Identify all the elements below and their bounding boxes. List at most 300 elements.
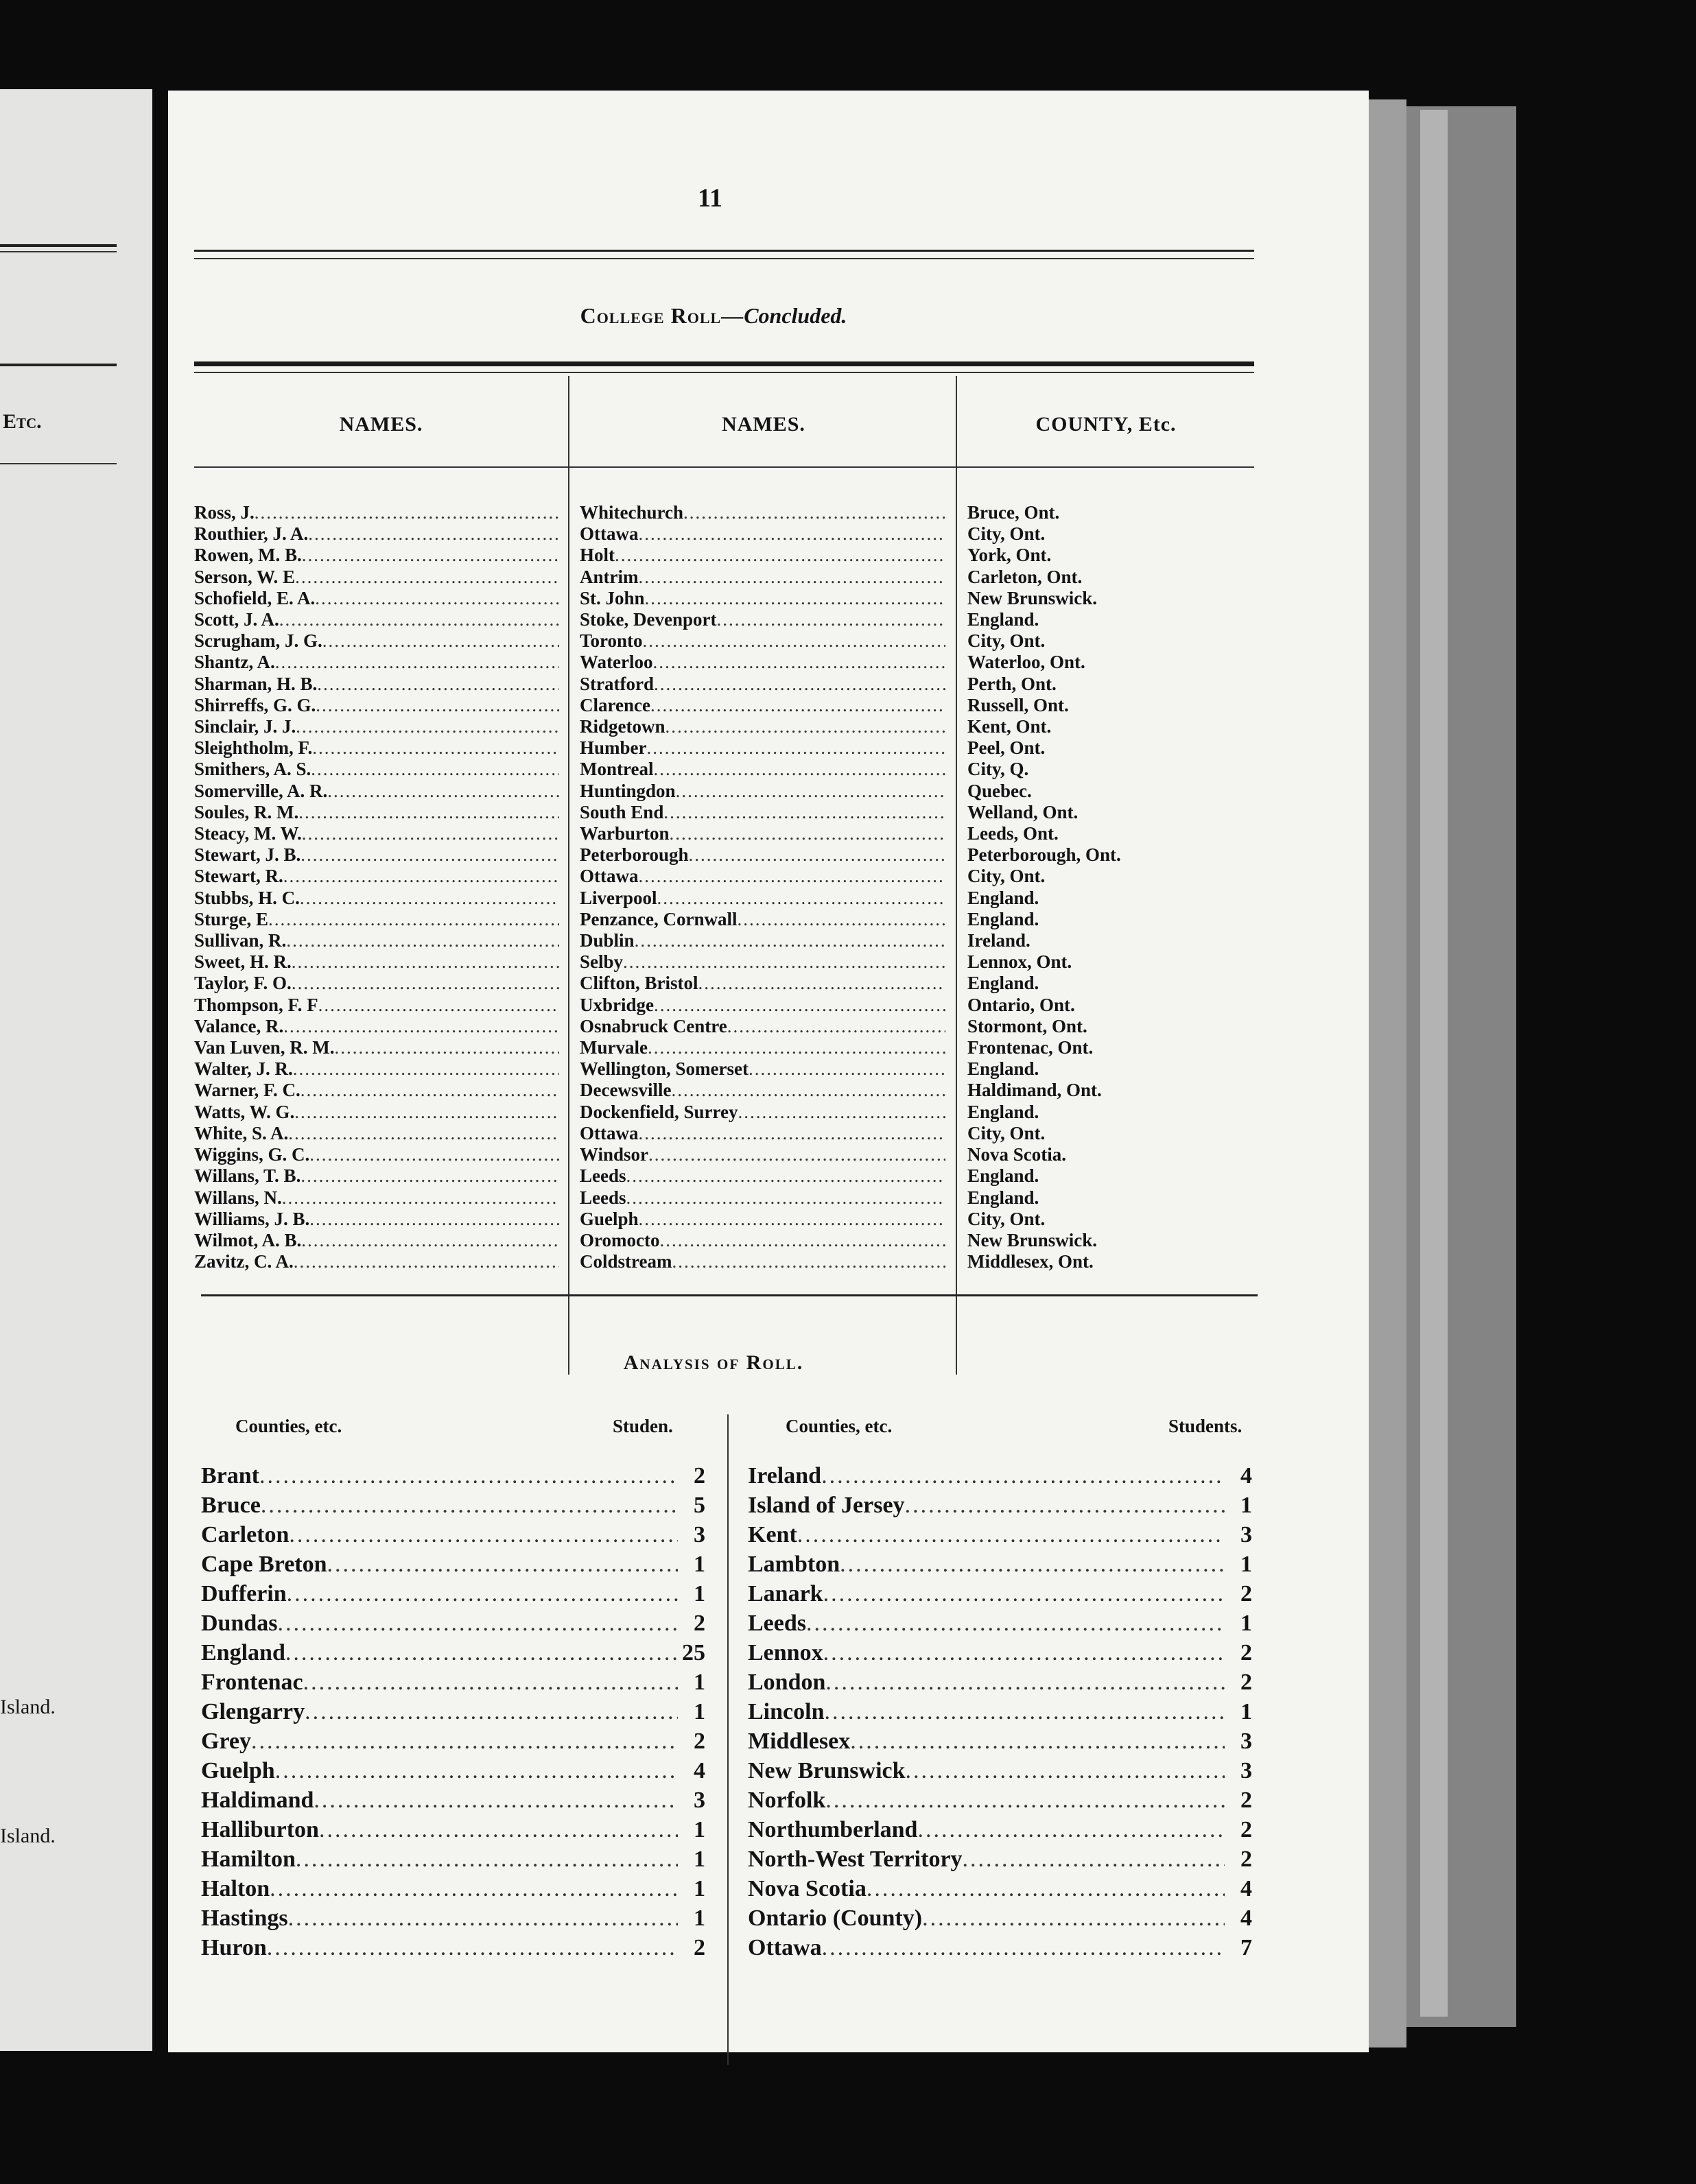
- roll-place: [580, 652, 945, 673]
- roll-name: [194, 674, 559, 695]
- leader-dots: [305, 1697, 678, 1726]
- roll-place-text: Warburton: [580, 823, 670, 844]
- roll-name: [194, 502, 559, 523]
- analysis-row: [748, 1903, 1252, 1933]
- roll-place: [580, 502, 945, 523]
- leader-dots: [288, 1123, 559, 1144]
- roll-title-italic: Concluded.: [744, 303, 847, 328]
- roll-name: [194, 1102, 559, 1123]
- analysis-county: Haldimand: [201, 1788, 314, 1813]
- leader-dots: [638, 523, 945, 545]
- roll-place-text: Dublin: [580, 930, 635, 951]
- leader-dots: [301, 1165, 559, 1187]
- roll-county: [967, 1037, 1256, 1058]
- roll-place: [580, 1058, 945, 1080]
- roll-place: [580, 1209, 945, 1230]
- leader-dots: [650, 695, 945, 716]
- roll-county: [967, 716, 1256, 737]
- roll-place: [580, 695, 945, 716]
- analysis-count: 2: [694, 1611, 705, 1636]
- roll-place-text: Ottawa: [580, 866, 639, 887]
- roll-county-text: Russell, Ont.: [967, 694, 1069, 715]
- roll-county: [967, 995, 1256, 1016]
- roll-place: [580, 630, 945, 652]
- roll-name-text: Sharman, H. B.: [194, 673, 318, 694]
- roll-county-text: Kent, Ont.: [967, 716, 1052, 737]
- analysis-count: 1: [694, 1581, 705, 1606]
- roll-county: [967, 652, 1256, 673]
- left-page-rule: [0, 364, 117, 366]
- analysis-county: Lambton: [748, 1552, 840, 1577]
- roll-county-text: Carleton, Ont.: [967, 566, 1083, 587]
- leader-dots: [821, 1461, 1225, 1491]
- analysis-row: [748, 1520, 1252, 1550]
- leader-dots: [823, 1579, 1225, 1609]
- roll-name: [194, 1058, 559, 1080]
- document-page: [168, 91, 1369, 2052]
- roll-place-text: Selby: [580, 951, 624, 973]
- analysis-row: [748, 1726, 1252, 1756]
- analysis-row: [748, 1667, 1252, 1697]
- roll-name: [194, 588, 559, 609]
- table-top-rule: [194, 372, 1254, 373]
- roll-name-text: Sturge, E: [194, 908, 268, 929]
- roll-name: [194, 1016, 559, 1037]
- analysis-count: 2: [1240, 1847, 1252, 1872]
- roll-place-text: Leeds: [580, 1187, 626, 1208]
- roll-name: [194, 973, 559, 994]
- column-header-names: NAMES.: [722, 413, 805, 436]
- leader-dots: [652, 652, 945, 673]
- leader-dots: [638, 866, 945, 887]
- roll-county: [967, 866, 1256, 887]
- left-page-island-label: Island.: [0, 1696, 56, 1718]
- roll-place: [580, 802, 945, 823]
- roll-county: [967, 523, 1256, 545]
- analysis-row: [201, 1697, 705, 1726]
- analysis-county: Carleton: [201, 1522, 290, 1547]
- roll-place: [580, 1016, 945, 1037]
- leader-dots: [296, 1844, 678, 1874]
- leader-dots: [261, 1491, 678, 1520]
- leader-dots: [659, 1230, 945, 1251]
- roll-place-text: Huntingdon: [580, 780, 676, 801]
- roll-name: [194, 567, 559, 588]
- leader-dots: [825, 1667, 1225, 1697]
- roll-place-text: Wellington, Somerset: [580, 1058, 749, 1080]
- analysis-county: Leeds: [748, 1611, 806, 1636]
- leader-dots: [672, 1251, 946, 1272]
- analysis-row: [748, 1491, 1252, 1520]
- analysis-count: 7: [1240, 1935, 1252, 1960]
- analysis-divider: [727, 1414, 729, 2065]
- roll-county: [967, 781, 1256, 802]
- leader-dots: [623, 951, 945, 973]
- roll-county-text: Stormont, Ont.: [967, 1015, 1087, 1036]
- roll-county-text: England.: [967, 973, 1039, 994]
- roll-place: [580, 1187, 945, 1209]
- analysis-count: 1: [1240, 1493, 1252, 1518]
- leader-dots: [917, 1815, 1225, 1844]
- roll-name-text: Van Luven, R. M.: [194, 1037, 335, 1058]
- leader-dots: [654, 995, 945, 1016]
- left-facing-page: [0, 89, 152, 2051]
- analysis-row: [748, 1933, 1252, 1962]
- roll-place-text: Liverpool: [580, 887, 657, 908]
- roll-counties-column: [967, 502, 1256, 1272]
- leader-dots: [727, 1016, 945, 1037]
- leader-dots: [963, 1844, 1225, 1874]
- analysis-county: Northumberland: [748, 1817, 918, 1842]
- analysis-count: 3: [694, 1788, 705, 1813]
- leader-dots: [840, 1550, 1225, 1579]
- leader-dots: [270, 1874, 678, 1903]
- analysis-county: Cape Breton: [201, 1552, 327, 1577]
- roll-county-text: England.: [967, 609, 1039, 630]
- leader-dots: [289, 1520, 678, 1550]
- roll-place-text: Coldstream: [580, 1251, 672, 1272]
- roll-place-text: Ridgetown: [580, 716, 666, 737]
- leader-dots: [626, 1165, 946, 1187]
- roll-name-text: Scrugham, J. G.: [194, 630, 322, 652]
- analysis-row: [201, 1461, 705, 1491]
- analysis-right-column: [748, 1461, 1252, 1962]
- leader-dots: [676, 781, 945, 802]
- roll-place: [580, 930, 945, 951]
- leader-dots: [275, 1756, 678, 1785]
- roll-title-main: College Roll—: [580, 303, 744, 328]
- roll-county: [967, 823, 1256, 844]
- page-edges: [1420, 110, 1448, 2017]
- leader-dots: [267, 1933, 678, 1962]
- leader-dots: [688, 844, 945, 866]
- left-page-island-label: Island.: [0, 1825, 56, 1847]
- roll-county: [967, 1251, 1256, 1272]
- roll-place: [580, 781, 945, 802]
- leader-dots: [327, 1550, 678, 1579]
- analysis-county: Hamilton: [201, 1847, 296, 1872]
- roll-place-text: Oromocto: [580, 1229, 660, 1250]
- leader-dots: [657, 888, 946, 909]
- leader-dots: [314, 1785, 678, 1815]
- leader-dots: [302, 545, 559, 566]
- leader-dots: [294, 1102, 559, 1123]
- analysis-count: 1: [1240, 1699, 1252, 1724]
- roll-title: [168, 303, 1259, 329]
- roll-name: [194, 609, 559, 630]
- analysis-row: [748, 1609, 1252, 1638]
- leader-dots: [639, 1209, 945, 1230]
- roll-place: [580, 545, 945, 566]
- roll-county: [967, 674, 1256, 695]
- leader-dots: [737, 909, 945, 930]
- roll-county-text: New Brunswick.: [967, 1229, 1098, 1250]
- roll-place: [580, 973, 945, 994]
- roll-name: [194, 844, 559, 866]
- roll-name-text: White, S. A.: [194, 1122, 289, 1143]
- roll-place: [580, 995, 945, 1016]
- roll-name-text: Sweet, H. R.: [194, 951, 292, 973]
- roll-name-text: Smithers, A. S.: [194, 759, 311, 780]
- roll-name: [194, 930, 559, 951]
- leader-dots: [298, 802, 559, 823]
- analysis-county: Ottawa: [748, 1935, 822, 1960]
- analysis-row: [201, 1579, 705, 1609]
- analysis-county: London: [748, 1670, 826, 1695]
- roll-place: [580, 823, 945, 844]
- leader-dots: [671, 1080, 945, 1101]
- roll-county-text: City, Ont.: [967, 866, 1046, 887]
- roll-place-text: Holt: [580, 545, 615, 566]
- analysis-count: 3: [1240, 1522, 1252, 1547]
- roll-place-text: Ottawa: [580, 1122, 639, 1143]
- roll-place: [580, 1123, 945, 1144]
- roll-place: [580, 716, 945, 737]
- analysis-county: Bruce: [201, 1493, 261, 1518]
- roll-place: [580, 567, 945, 588]
- roll-place-text: Stratford: [580, 673, 654, 694]
- roll-county: [967, 609, 1256, 630]
- leader-dots: [278, 1609, 678, 1638]
- analysis-count: 3: [694, 1522, 705, 1547]
- roll-name: [194, 716, 559, 737]
- roll-name: [194, 1144, 559, 1165]
- roll-place-text: Peterborough: [580, 844, 689, 866]
- roll-place-text: Decewsville: [580, 1080, 672, 1101]
- roll-name: [194, 909, 559, 930]
- leader-dots: [806, 1609, 1225, 1638]
- leader-dots: [317, 674, 559, 695]
- analysis-county: Huron: [201, 1935, 267, 1960]
- analysis-county: Nova Scotia: [748, 1876, 867, 1901]
- leader-dots: [645, 588, 945, 609]
- leader-dots: [296, 716, 559, 737]
- analysis-count: 2: [1240, 1581, 1252, 1606]
- roll-name-text: Zavitz, C. A.: [194, 1251, 294, 1272]
- analysis-row: [201, 1874, 705, 1903]
- roll-place: [580, 523, 945, 545]
- roll-place: [580, 1080, 945, 1101]
- leader-dots: [309, 1144, 559, 1165]
- analysis-row: [201, 1726, 705, 1756]
- analysis-count: 2: [1240, 1640, 1252, 1665]
- leader-dots: [268, 909, 559, 930]
- leader-dots: [322, 630, 559, 652]
- roll-county: [967, 1123, 1256, 1144]
- analysis-count: 2: [694, 1463, 705, 1488]
- roll-place: [580, 909, 945, 930]
- roll-county: [967, 567, 1256, 588]
- leader-dots: [288, 1903, 678, 1933]
- roll-county-text: Middlesex, Ont.: [967, 1251, 1094, 1272]
- analysis-head-students: Studen.: [613, 1416, 673, 1436]
- roll-place-text: Windsor: [580, 1144, 649, 1165]
- page-number: 11: [698, 184, 722, 213]
- roll-place: [580, 609, 945, 630]
- roll-place: [580, 588, 945, 609]
- roll-county-text: England.: [967, 1101, 1039, 1122]
- leader-dots: [683, 502, 945, 523]
- analysis-row: [201, 1550, 705, 1579]
- left-page-rule: [0, 463, 117, 464]
- leader-dots: [292, 973, 559, 994]
- roll-place-text: Osnabruck Centre: [580, 1015, 727, 1036]
- roll-name-text: Warner, F. C.: [194, 1080, 301, 1101]
- leader-dots: [327, 781, 559, 802]
- roll-name: [194, 630, 559, 652]
- roll-county-text: City, Q.: [967, 759, 1029, 780]
- roll-county-text: Perth, Ont.: [967, 673, 1057, 694]
- analysis-row: [748, 1785, 1252, 1815]
- roll-place: [580, 1230, 945, 1251]
- analysis-count: 1: [694, 1876, 705, 1901]
- analysis-row: [748, 1756, 1252, 1785]
- roll-county-text: Frontenac, Ont.: [967, 1037, 1094, 1058]
- leader-dots: [738, 1102, 946, 1123]
- analysis-count: 2: [694, 1729, 705, 1754]
- analysis-count: 4: [1240, 1876, 1252, 1901]
- roll-name: [194, 759, 559, 780]
- roll-county: [967, 802, 1256, 823]
- roll-county: [967, 1144, 1256, 1165]
- leader-dots: [824, 1697, 1225, 1726]
- roll-county-text: Leeds, Ont.: [967, 823, 1059, 844]
- analysis-county: Halliburton: [201, 1817, 319, 1842]
- roll-name-text: Thompson, F. F: [194, 994, 318, 1015]
- leader-dots: [279, 609, 559, 630]
- analysis-title: Analysis of Roll.: [623, 1351, 804, 1374]
- column-header-county: COUNTY, Etc.: [1035, 413, 1177, 436]
- roll-county: [967, 1058, 1256, 1080]
- analysis-county: Halton: [201, 1876, 270, 1901]
- roll-place-text: Whitechurch: [580, 502, 684, 523]
- analysis-head-counties: Counties, etc.: [786, 1416, 893, 1436]
- leader-dots: [318, 995, 559, 1016]
- leader-dots: [647, 737, 946, 759]
- analysis-county: Lanark: [748, 1581, 823, 1606]
- left-page-rule: [0, 251, 117, 252]
- column-header-names: NAMES.: [339, 413, 423, 436]
- analysis-county: Guelph: [201, 1758, 275, 1783]
- analysis-row: [748, 1874, 1252, 1903]
- roll-name: [194, 1209, 559, 1230]
- analysis-county: New Brunswick: [748, 1758, 906, 1783]
- leader-dots: [285, 1638, 678, 1667]
- roll-county: [967, 1102, 1256, 1123]
- analysis-count: 5: [694, 1493, 705, 1518]
- roll-name-text: Stubbs, H. C.: [194, 887, 300, 908]
- leader-dots: [615, 545, 945, 566]
- roll-county: [967, 1230, 1256, 1251]
- column-divider: [568, 376, 569, 1375]
- leader-dots: [626, 1187, 946, 1209]
- roll-place-text: Murvale: [580, 1037, 648, 1058]
- roll-county: [967, 1016, 1256, 1037]
- roll-name: [194, 652, 559, 673]
- roll-name-text: Wilmot, A. B.: [194, 1229, 302, 1250]
- leader-dots: [850, 1726, 1225, 1756]
- analysis-county: Middlesex: [748, 1729, 851, 1754]
- roll-place-text: Antrim: [580, 566, 639, 587]
- leader-dots: [286, 930, 559, 951]
- analysis-count: 2: [1240, 1670, 1252, 1695]
- roll-county-text: England.: [967, 1165, 1039, 1187]
- roll-place: [580, 888, 945, 909]
- roll-county: [967, 930, 1256, 951]
- analysis-county: Island of Jersey: [748, 1493, 905, 1518]
- roll-place: [580, 1165, 945, 1187]
- roll-name: [194, 1187, 559, 1209]
- analysis-county: Ontario (County): [748, 1906, 923, 1931]
- leader-dots: [293, 1058, 559, 1080]
- roll-place-text: Humber: [580, 737, 647, 759]
- roll-place-text: Dockenfield, Surrey: [580, 1101, 738, 1122]
- analysis-row: [201, 1609, 705, 1638]
- roll-place-text: Uxbridge: [580, 994, 654, 1015]
- analysis-county: Lincoln: [748, 1699, 825, 1724]
- roll-name-text: Watts, W. G.: [194, 1101, 295, 1122]
- roll-name: [194, 545, 559, 566]
- roll-name: [194, 995, 559, 1016]
- leader-dots: [905, 1491, 1225, 1520]
- table-top-rule: [194, 361, 1254, 366]
- roll-name: [194, 1165, 559, 1187]
- analysis-county: Brant: [201, 1463, 259, 1488]
- roll-county-text: England.: [967, 887, 1039, 908]
- roll-place-text: Toronto: [580, 630, 643, 652]
- roll-place: [580, 866, 945, 887]
- analysis-count: 4: [1240, 1906, 1252, 1931]
- analysis-count: 1: [694, 1699, 705, 1724]
- left-page-rule: [0, 244, 117, 247]
- header-rule: [194, 258, 1254, 259]
- column-divider: [956, 376, 957, 1375]
- analysis-row: [201, 1491, 705, 1520]
- analysis-count: 4: [1240, 1463, 1252, 1488]
- leader-dots: [749, 1058, 945, 1080]
- table-bottom-rule: [201, 1294, 1258, 1296]
- roll-name: [194, 888, 559, 909]
- roll-name-text: Valance, R.: [194, 1015, 284, 1036]
- analysis-head-students: Students.: [1168, 1416, 1242, 1436]
- roll-place: [580, 844, 945, 866]
- roll-county: [967, 502, 1256, 523]
- roll-name-text: Walter, J. R.: [194, 1058, 293, 1080]
- leader-dots: [648, 1144, 945, 1165]
- roll-county-text: Waterloo, Ont.: [967, 652, 1085, 673]
- leader-dots: [335, 1037, 559, 1058]
- analysis-county: Dufferin: [201, 1581, 287, 1606]
- analysis-county: Norfolk: [748, 1788, 826, 1813]
- analysis-count: 25: [682, 1640, 705, 1665]
- roll-county-text: England.: [967, 1058, 1039, 1080]
- roll-place-text: St. John: [580, 587, 645, 608]
- roll-name-text: Somerville, A. R.: [194, 780, 328, 801]
- roll-place: [580, 737, 945, 759]
- roll-name-text: Williams, J. B.: [194, 1208, 310, 1229]
- roll-name-text: Routhier, J. A.: [194, 523, 309, 545]
- roll-county-text: Peel, Ont.: [967, 737, 1046, 759]
- leader-dots: [292, 951, 559, 973]
- roll-county: [967, 545, 1256, 566]
- roll-county-text: Lennox, Ont.: [967, 951, 1072, 973]
- roll-name-text: Serson, W. E: [194, 566, 296, 587]
- roll-county: [967, 951, 1256, 973]
- roll-place: [580, 1251, 945, 1272]
- roll-name-text: Sleightholm, F.: [194, 737, 313, 759]
- analysis-row: [201, 1844, 705, 1874]
- analysis-row: [201, 1933, 705, 1962]
